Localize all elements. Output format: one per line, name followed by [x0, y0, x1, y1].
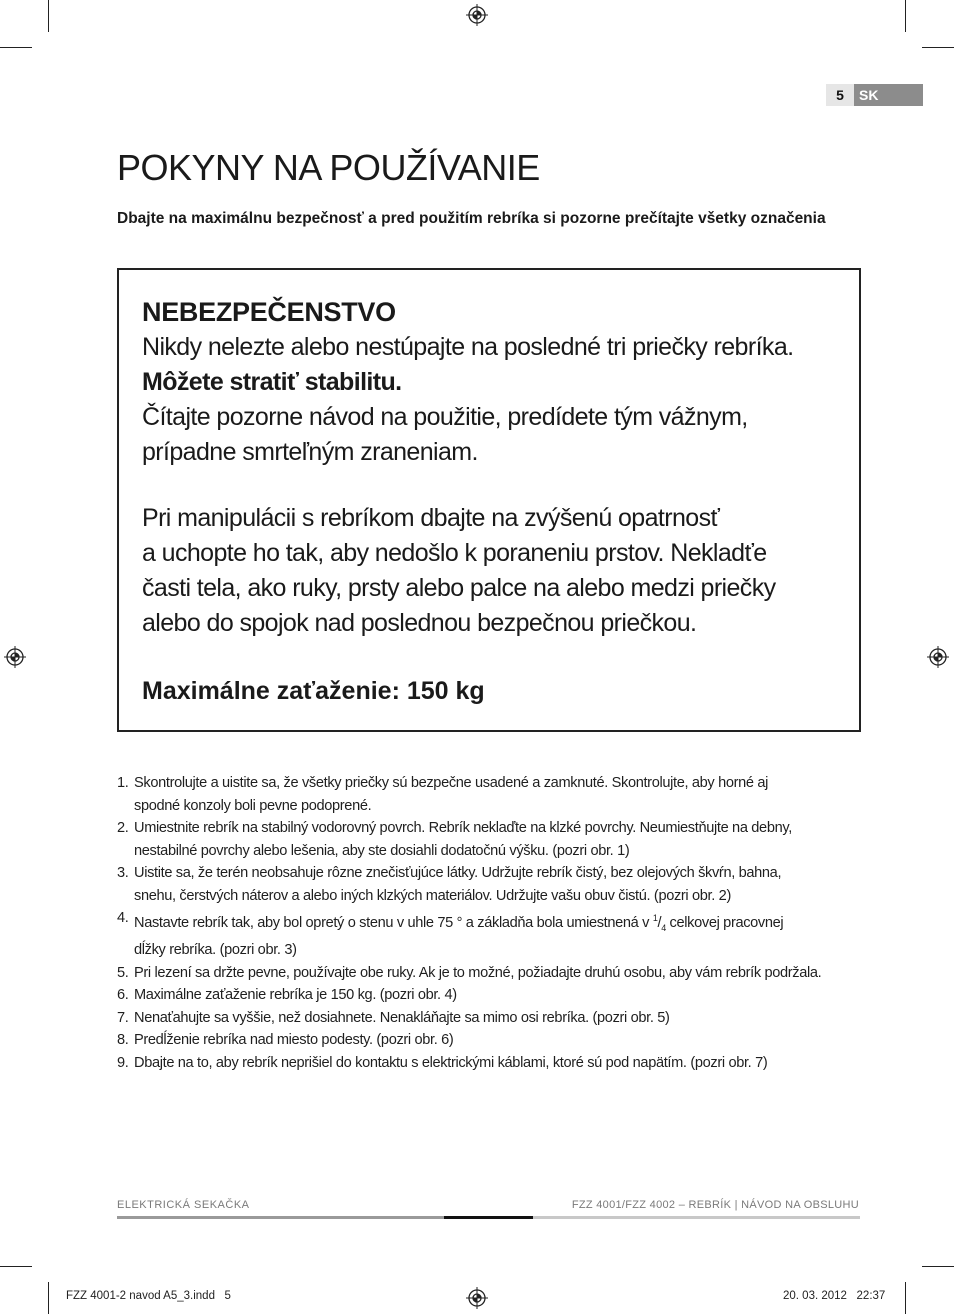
list-item	[117, 817, 877, 862]
item-text: Nenaťahujte sa vyššie, než dosiahnete. Nenakláňajte sa mimo osi rebríka. (pozri obr. 5)	[134, 1009, 670, 1026]
footer-rule	[533, 1216, 860, 1219]
item-text: Pri lezení sa držte pevne, používajte obe ruky. Ak je to možné, požiadajte druhú osobu, aby vám rebrík podržala.	[134, 964, 822, 981]
warning-line-emphasis: Môžete stratiť stabilitu.	[142, 368, 402, 396]
crop-mark	[905, 0, 906, 32]
spacer	[142, 641, 859, 673]
list-item	[117, 1029, 877, 1052]
print-date-slug: 20. 03. 2012 22:37	[783, 1290, 886, 1302]
registration-mark-icon	[466, 1287, 488, 1309]
warning-line: alebo do spojok nad poslednou bezpečnou priečkou.	[142, 609, 697, 637]
footer-document-name: FZZ 4001/FZZ 4002 – REBRÍK | NÁVOD NA OBSLUHU	[571, 1199, 859, 1211]
registration-mark-icon	[927, 646, 949, 668]
item-text: Maximálne zaťaženie rebríka je 150 kg. (pozri obr. 4)	[134, 987, 457, 1004]
item-text: celkovej pracovnej	[665, 914, 784, 931]
item-text: Umiestnite rebrík na stabilný vodorovný povrch. Rebrík neklaďte na klzké povrchy. Neumiestňujte na debny,	[134, 820, 792, 836]
item-text: Nastavte rebrík tak, aby bol opretý o stenu v uhle 75 ° a základňa bola umiestnená v	[134, 914, 653, 931]
registration-mark-icon	[466, 4, 488, 26]
spacer	[142, 470, 859, 501]
max-load-text: Maximálne zaťaženie: 150 kg	[142, 677, 485, 705]
list-item	[117, 1052, 877, 1075]
fraction-numerator: 1	[652, 913, 658, 923]
crop-mark	[48, 1282, 49, 1314]
page-number: 5	[826, 84, 854, 106]
item-number: 4.	[117, 910, 129, 926]
warning-line: časti tela, ako ruky, prsty alebo palce na alebo medzi priečky	[142, 574, 776, 602]
warning-heading: NEBEZPEČENSTVO	[142, 297, 396, 327]
instruction-list	[117, 772, 877, 1074]
page-tab	[826, 84, 923, 106]
list-item	[117, 1007, 877, 1030]
warning-line: Čítajte pozorne návod na použitie, predídete tým vážnym,	[142, 403, 748, 431]
item-number: 3.	[117, 865, 129, 881]
footer-product-name: ELEKTRICKÁ SEKAČKA	[117, 1199, 250, 1211]
list-item	[117, 772, 877, 817]
list-item	[117, 962, 877, 985]
list-item	[117, 984, 877, 1007]
item-number: 8.	[117, 1032, 129, 1049]
intro-text: Dbajte na maximálnu bezpečnosť a pred použitím rebríka si pozorne prečítajte všetky označenia	[117, 210, 826, 227]
item-number: 2.	[117, 820, 129, 836]
item-text: nestabilné povrchy alebo lešenia, aby ste dosiahli dodatočnú výšku. (pozri obr. 1)	[134, 842, 630, 859]
crop-mark	[905, 1282, 906, 1314]
warning-line: Nikdy nelezte alebo nestúpajte na posledné tri priečky rebríka.	[142, 333, 794, 361]
item-number: 1.	[117, 775, 129, 791]
item-number: 5.	[117, 964, 129, 981]
crop-mark	[922, 1266, 954, 1267]
item-number: 9.	[117, 1054, 129, 1071]
warning-line: Pri manipulácii s rebríkom dbajte na zvýšenú opatrnosť	[142, 504, 720, 532]
item-text: Uistite sa, že terén neobsahuje rôzne znečisťujúce látky. Udržujte rebrík čistý, bez olejových škvŕn, bahna,	[134, 865, 782, 881]
item-text: Dbajte na to, aby rebrík neprišiel do kontaktu s elektrickými káblami, ktoré sú pod napätím. (pozri obr. 7)	[134, 1054, 768, 1071]
list-item	[117, 862, 877, 907]
danger-warning-box	[117, 268, 861, 732]
warning-line: prípadne smrteľným zraneniam.	[142, 438, 478, 466]
item-number: 7.	[117, 1009, 129, 1026]
item-text: Predĺženie rebríka nad miesto podesty. (pozri obr. 6)	[134, 1032, 454, 1049]
registration-mark-icon	[4, 646, 26, 668]
fraction: $^1/_4$	[652, 913, 666, 933]
footer-rule-accent	[444, 1216, 533, 1219]
warning-line: a uchopte ho tak, aby nedošlo k poraneniu prstov. Nekladťe	[142, 539, 767, 567]
footer-rule	[117, 1216, 444, 1219]
language-code: SK	[854, 84, 923, 106]
list-item	[117, 907, 877, 962]
item-text: snehu, čerstvých náterov a alebo iných klzkých materiálov. Udržujte vašu obuv čistú. (pozri obr. 2)	[134, 887, 731, 904]
crop-mark	[0, 1266, 32, 1267]
file-slug: FZZ 4001-2 navod A5_3.indd 5	[66, 1290, 231, 1302]
item-number: 6.	[117, 987, 129, 1004]
item-text: spodné konzoly boli pevne podoprené.	[134, 797, 372, 814]
crop-mark	[922, 47, 954, 48]
page-title: POKYNY NA POUŽÍVANIE	[117, 147, 540, 188]
item-text: dĺžky rebríka. (pozri obr. 3)	[134, 942, 297, 959]
fraction-denominator: 4	[661, 922, 666, 933]
crop-mark	[48, 0, 49, 32]
crop-mark	[0, 47, 32, 48]
item-text: Skontrolujte a uistite sa, že všetky priečky sú bezpečne usadené a zamknuté. Skontrolujte, aby horné aj	[134, 775, 769, 791]
